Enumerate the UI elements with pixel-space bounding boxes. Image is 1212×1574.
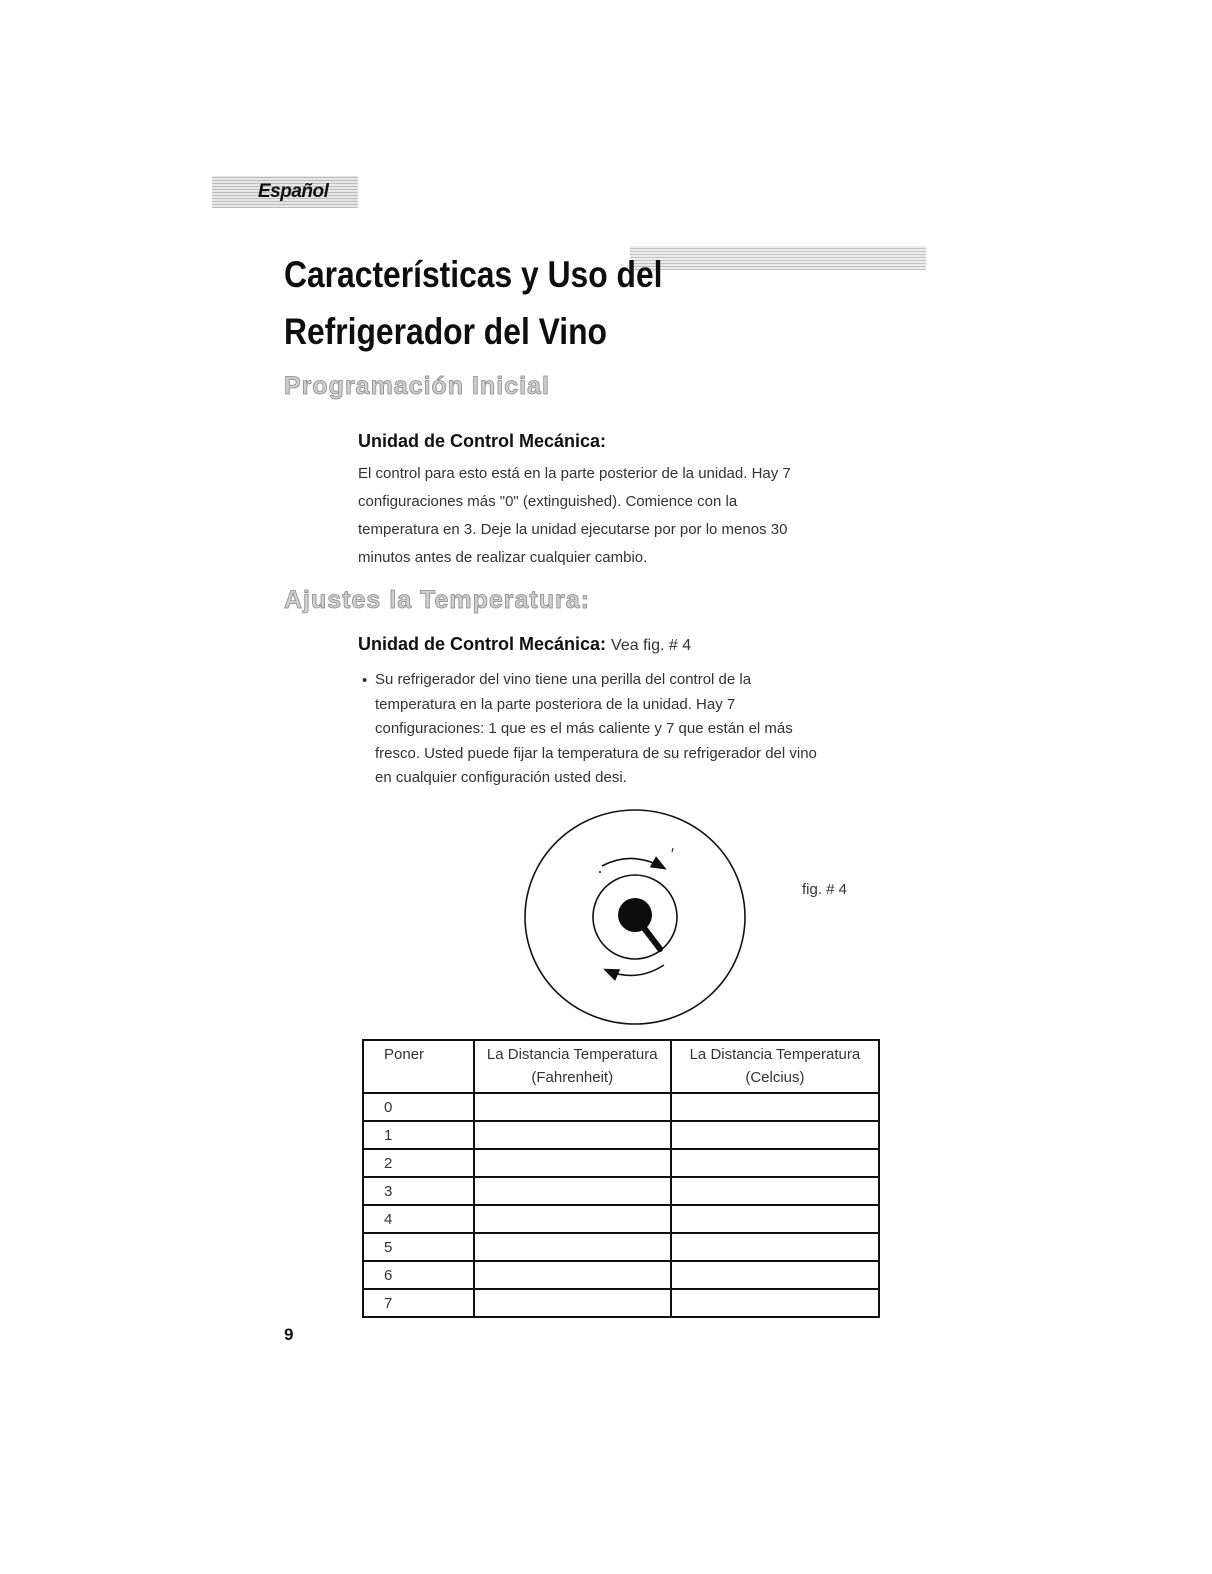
setting-cell: 3 [363, 1177, 474, 1205]
setting-cell: 4 [363, 1205, 474, 1233]
bullet-icon: • [362, 672, 368, 689]
section1-line: temperatura en 3. Deje la unidad ejecutarse por por lo menos 30 [358, 521, 788, 538]
table-header-setting [363, 1040, 474, 1093]
celsius-cell [671, 1149, 879, 1177]
counterclockwise-arrow-icon [606, 965, 664, 975]
page-number: 9 [284, 1325, 294, 1344]
celsius-cell [671, 1177, 879, 1205]
celsius-cell [671, 1093, 879, 1121]
section2-figure-ref: Vea fig. # 4 [611, 637, 692, 654]
table-row [363, 1289, 879, 1317]
header-label: La Distancia Temperatura [486, 1046, 658, 1063]
table-header-celsius [671, 1040, 879, 1093]
section-heading-ajustes: Ajustes la Temperatura: [284, 586, 590, 614]
page-title-line1: Características y Uso del [284, 254, 663, 295]
setting-cell: 5 [363, 1233, 474, 1261]
section2-bullet-line: Su refrigerador del vino tiene una perilla del control de la [375, 671, 752, 688]
setting-cell: 0 [363, 1093, 474, 1121]
page-title [284, 246, 663, 360]
figure-label: fig. # 4 [802, 881, 848, 898]
table-row [363, 1261, 879, 1289]
fahrenheit-cell [474, 1289, 671, 1317]
section2-subheading-label: Unidad de Control Mecánica: [358, 634, 607, 654]
table-header-row [363, 1040, 879, 1093]
language-tab-label: Español [258, 181, 329, 202]
fahrenheit-cell [474, 1205, 671, 1233]
fahrenheit-cell [474, 1233, 671, 1261]
dial-tick [599, 871, 601, 873]
section2-bullet-line: en cualquier configuración usted desi. [375, 769, 627, 786]
setting-cell: 1 [363, 1121, 474, 1149]
header-unit: (Celcius) [745, 1069, 805, 1086]
section1-line: minutos antes de realizar cualquier cambio. [358, 549, 648, 566]
setting-cell: 2 [363, 1149, 474, 1177]
section2-bullet-paragraph [375, 668, 817, 791]
setting-cell: 6 [363, 1261, 474, 1289]
table-row [363, 1149, 879, 1177]
celsius-cell [671, 1261, 879, 1289]
page-title-line2: Refrigerador del Vino [284, 311, 607, 352]
header-unit: (Fahrenheit) [531, 1069, 614, 1086]
table-row [363, 1205, 879, 1233]
clockwise-arrow-icon [602, 858, 664, 868]
celsius-cell [671, 1121, 879, 1149]
section2-bullet-line: temperatura en la parte posteriora de la unidad. Hay 7 [375, 695, 736, 713]
section1-line: configuraciones más "0" (extinguished). Comience con la [358, 493, 738, 510]
section2-bullet-line: configuraciones: 1 que es el más caliente y 7 que están el más [375, 720, 793, 737]
table-row [363, 1233, 879, 1261]
table-header-fahrenheit [474, 1040, 671, 1093]
dial-tick [672, 848, 673, 852]
section1-subheading: Unidad de Control Mecánica: [358, 431, 607, 451]
fahrenheit-cell [474, 1261, 671, 1289]
section-heading-programacion: Programación Inicial [284, 372, 550, 400]
header-label: La Distancia Temperatura [689, 1046, 861, 1063]
celsius-cell [671, 1233, 879, 1261]
header-label: Poner [384, 1046, 425, 1063]
fahrenheit-cell [474, 1177, 671, 1205]
table-row [363, 1093, 879, 1121]
section1-paragraph [358, 460, 791, 572]
fahrenheit-cell [474, 1121, 671, 1149]
section2-bullet-line: fresco. Usted puede fijar la temperatura de su refrigerador del vino [375, 744, 817, 762]
fahrenheit-cell [474, 1093, 671, 1121]
section2-subheading [358, 634, 691, 655]
temperature-table [362, 1039, 880, 1318]
table-row [363, 1121, 879, 1149]
title-decoration-band [630, 246, 926, 270]
table-row [363, 1177, 879, 1205]
section1-line: El control para esto está en la parte posterior de la unidad. Hay 7 [358, 465, 791, 482]
fahrenheit-cell [474, 1149, 671, 1177]
temperature-dial-icon [524, 808, 746, 1026]
setting-cell: 7 [363, 1289, 474, 1317]
celsius-cell [671, 1205, 879, 1233]
celsius-cell [671, 1289, 879, 1317]
